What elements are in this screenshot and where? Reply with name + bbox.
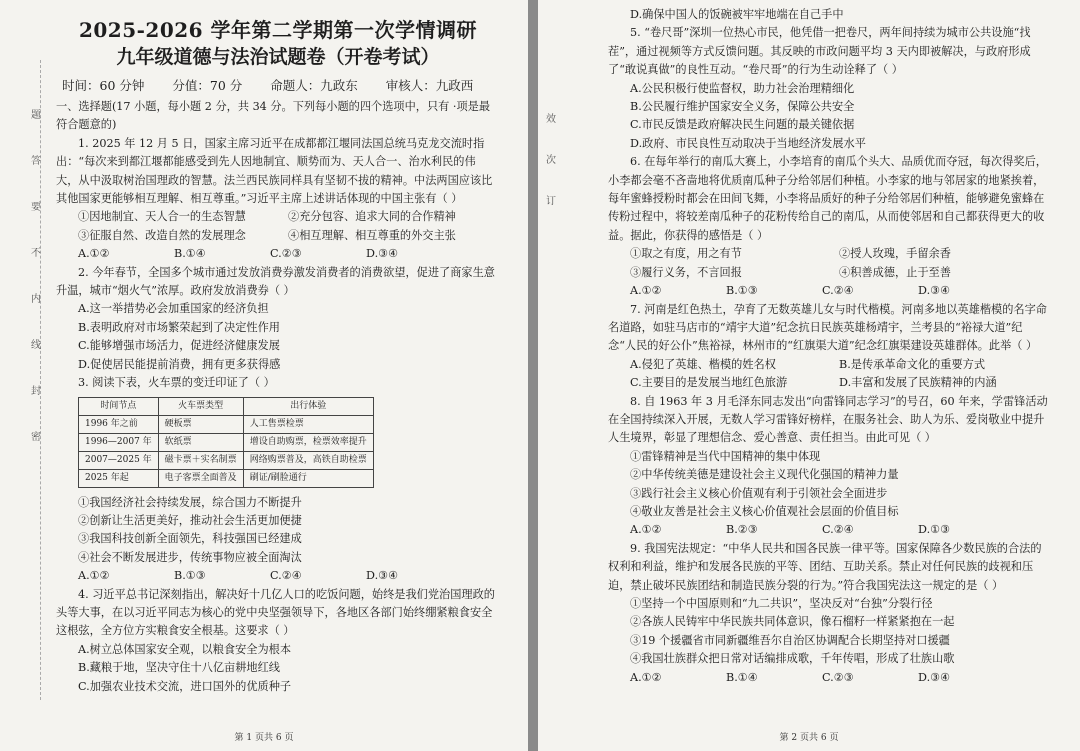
q4-option: B.藏粮于地，坚决守住十八亿亩耕地红线 <box>78 661 280 675</box>
q1-item: ④相互理解、相互尊重的外交主张 <box>288 228 456 242</box>
exam-author: 命题人：九政东 <box>270 78 358 93</box>
q6-items <box>608 264 1048 282</box>
table-cell: 磁卡票＋实名制票 <box>158 451 243 469</box>
q8-item: ④敬业友善是社会主义核心价值观社会层面的价值目标 <box>630 504 899 518</box>
q6-choice: B.①③ <box>726 284 758 298</box>
q9-item: ②各族人民铸牢中华民族共同体意识，像石榴籽一样紧紧抱在一起 <box>630 615 955 629</box>
q1-items <box>56 227 498 245</box>
binding-mark: 封 <box>31 386 41 397</box>
q4-option: A.树立总体国家安全观，以粮食安全为根本 <box>78 642 292 656</box>
table-cell: 2025 年起 <box>79 469 159 487</box>
q4-stem: 4. 习近平总书记深刻指出，解决好十几亿人口的吃饭问题，始终是我们党治国理政的头等大事，在以习近平同志为核心的党中央坚强领导下，各地区各部门始终绷紧粮食安全这根弦，全方位方实粮食安全根基。这要求（ ） <box>56 587 495 638</box>
table-header: 出行体验 <box>243 397 373 415</box>
q5-stem: 5. “卷尺哥”深圳一位热心市民，他凭借一把卷尺，两年间持续为城市公共设施“找茬”，通过视频等方式反馈问题。其反映的市政问题平均 3 天内即被解决，与政府形成了“敢说真做”的良性互动。“卷尺哥”的行为生动诠释了（ ） <box>608 26 1031 77</box>
exam-score: 分值：70 分 <box>172 78 243 93</box>
q6-stem: 6. 在每年举行的南瓜大赛上，小李培育的南瓜个头大、品质优而夺冠，每次得奖后，小李都会毫不吝啬地将优质南瓜种子分给邻居们种植。小李家的地与邻居家的地紧挨着，每年蜜蜂授粉时都会在田间飞舞，小李将品质好的种子分给邻居们种植，能够避免蜜蜂在传粉过程中，将较差南瓜种子的花粉传给自己的南瓜，从而使邻居和自己都获得更大的收益。据此，你获得的感悟是（ ） <box>608 155 1047 242</box>
side-marks <box>546 110 566 233</box>
q3-item: ②创新让生活更美好，推动社会生活更加便捷 <box>78 513 302 527</box>
exam-page-2 <box>538 0 1080 751</box>
q8-stem: 8. 自 1963 年 3 月毛泽东同志发出“向雷锋同志学习”的号召，60 年来，学雷锋活动在全国持续深入开展，无数人学习雷锋好榜样，在服务社会、助人为乐、爱岗敬业中提升人生境界，彰显了理想信念、爱心善意、责任担当。由此可见（ ） <box>608 394 1048 445</box>
q6-item: ②授人玫瑰，手留余香 <box>839 247 951 261</box>
q8-item: ②中华传统美德是建设社会主义现代化强国的精神力量 <box>630 468 899 482</box>
table-cell: 1996—2007 年 <box>79 433 159 451</box>
q7-options <box>608 374 1048 392</box>
binding-mark: 线 <box>31 340 41 351</box>
q7-option: C.主要目的是发展当地红色旅游 <box>630 376 788 390</box>
q9-item: ④我国壮族群众把日常对话编排成歌，千年传唱，形成了壮族山歌 <box>630 652 955 666</box>
q5-option: B.公民履行维护国家安全义务，保障公共安全 <box>630 100 855 114</box>
q3-item: ①我国经济社会持续发展，综合国力不断提升 <box>78 495 302 509</box>
q3-choices <box>56 567 498 585</box>
page-footer: 第 1 页共 6 页 <box>234 733 294 743</box>
q3-choice: D.③④ <box>366 569 399 583</box>
table-cell: 2007—2025 年 <box>79 451 159 469</box>
q9-choice: C.②③ <box>822 670 854 684</box>
q1-item: ③征服自然、改造自然的发展理念 <box>78 228 246 242</box>
q6-item: ③履行义务，不言回报 <box>630 265 742 279</box>
table-cell: 刷证/刷脸通行 <box>243 469 373 487</box>
q6-items <box>608 245 1048 263</box>
q1-item: ①因地制宜、天人合一的生态智慧 <box>78 210 246 224</box>
q1-stem: 1. 2025 年 12 月 5 日，国家主席习近平在成都都江堰同法国总统马克龙交流时指出：“每次来到都江堰都能感受到先人因地制宜、顺势而为、天人合一、治水利民的伟大，从中汲取树治国理政的智慧。法兰西民族同样具有坚韧不拔的精神。中法两国应该比其他国家更能够相互理解、相互尊重。”习近平主席上述讲话体现的中国主张有（ ） <box>56 136 493 206</box>
side-mark: 次 <box>546 155 556 166</box>
q9-stem: 9. 我国宪法规定：“中华人民共和国各民族一律平等。国家保障各少数民族的合法的权利和利益，维护和发展各民族的平等、团结、互助关系。禁止对任何民族的歧视和压迫，禁止破坏民族团结和制造民族分裂的行为。”符合我国宪法这一规定的是（ ） <box>608 541 1042 592</box>
q9-choice: B.①④ <box>726 670 758 684</box>
side-mark: 效 <box>546 114 556 125</box>
q6-choice: D.③④ <box>918 284 951 298</box>
page-footer: 第 2 页共 6 页 <box>779 733 839 743</box>
ticket-table <box>78 397 374 488</box>
exam-page-1 <box>0 0 528 751</box>
binding-mark: 要 <box>31 202 41 213</box>
q8-choice: C.②④ <box>822 523 854 537</box>
q8-choices <box>608 521 1048 539</box>
table-row <box>79 433 374 451</box>
q7-options <box>608 356 1048 374</box>
exam-meta <box>58 76 502 94</box>
q5-option: A.公民积极行使监督权，助力社会治理精细化 <box>630 81 855 95</box>
table-cell: 增设自助购票，检票效率提升 <box>243 433 373 451</box>
section-heading: 一、选择题(17 小题，每小题 2 分，共 34 分。下列每小题的四个选项中，只有 ·项是最符合题意的) <box>56 100 491 132</box>
q2-option: D.促使居民能提前消费，拥有更多获得感 <box>78 357 281 371</box>
q3-item: ④社会不断发展进步，传统事物应被全面淘汰 <box>78 550 302 564</box>
table-cell: 电子客票全面普及 <box>158 469 243 487</box>
q2-option: B.表明政府对市场繁荣起到了决定性作用 <box>78 320 280 334</box>
q9-choices <box>608 669 1048 687</box>
q1-item: ②充分包容、追求大同的合作精神 <box>288 210 456 224</box>
q1-choices <box>56 245 498 263</box>
q4-option: D.确保中国人的饭碗被牢牢地端在自己手中 <box>630 8 844 21</box>
q3-stem: 3. 阅读下表，火车票的变迁印证了（ ） <box>78 376 275 390</box>
q7-option: B.是传承革命文化的重要方式 <box>839 357 986 371</box>
exam-title: 2025-2026 学年第二学期第一次学情调研 <box>78 18 478 42</box>
q8-choice: B.②③ <box>726 523 758 537</box>
side-mark: 订 <box>546 196 556 207</box>
table-header-row <box>79 397 374 415</box>
q6-item: ④积善成德，止于至善 <box>839 265 951 279</box>
table-cell: 硬板票 <box>158 415 243 433</box>
q7-option: A.侵犯了英雄、楷模的姓名权 <box>630 357 776 371</box>
table-header: 火车票类型 <box>158 397 243 415</box>
q6-choices <box>608 282 1048 300</box>
binding-mark: 密 <box>31 432 41 443</box>
q8-choice: D.①③ <box>918 523 951 537</box>
table-row <box>79 469 374 487</box>
binding-marks <box>28 110 44 444</box>
q8-item: ①雷锋精神是当代中国精神的集中体现 <box>630 449 821 463</box>
exam-subtitle: 九年级道德与法治试题卷（开卷考试） <box>116 46 440 68</box>
table-cell: 人工售票检票 <box>243 415 373 433</box>
q1-choice: A.①② <box>78 247 110 261</box>
q8-item: ③践行社会主义核心价值观有利于引领社会全面进步 <box>630 486 888 500</box>
q6-choice: C.②④ <box>822 284 854 298</box>
q2-stem: 2. 今年春节，全国多个城市通过发放消费券激发消费者的消费欲望，促进了商家生意升温，城市“烟火气”浓厚。政府发放消费券（ ） <box>56 265 495 298</box>
q9-choice: A.①② <box>630 670 662 684</box>
q9-item: ③19 个援疆省市同新疆维吾尔自治区协调配合长期坚持对口援疆 <box>630 633 950 647</box>
q7-option: D.丰富和发展了民族精神的内涵 <box>839 376 997 390</box>
q9-item: ①坚持一个中国原则和“九二共识”，坚决反对“台独”分裂行径 <box>630 597 933 610</box>
q2-option: C.能够增强市场活力，促进经济健康发展 <box>78 339 280 353</box>
table-cell: 1996 年之前 <box>79 415 159 433</box>
q1-choice: B.①④ <box>174 247 206 261</box>
q9-choice: D.③④ <box>918 670 951 684</box>
page1-content <box>56 98 498 696</box>
table-cell: 网络购票普及，高铁自助检票 <box>243 451 373 469</box>
table-cell: 软纸票 <box>158 433 243 451</box>
q5-option: C.市民反馈是政府解决民生问题的最关键依据 <box>630 118 855 132</box>
table-header: 时间节点 <box>79 397 159 415</box>
q3-item: ③我国科技创新全面领先，科技强国已经建成 <box>78 532 302 546</box>
q3-choice: C.②④ <box>270 569 302 583</box>
q1-items <box>56 208 498 226</box>
table-row <box>79 451 374 469</box>
q5-option: D.政府、市民良性互动取决于当地经济发展水平 <box>630 136 866 150</box>
q6-item: ①取之有度，用之有节 <box>630 247 742 261</box>
q6-choice: A.①② <box>630 284 662 298</box>
binding-mark: 答 <box>31 156 41 167</box>
binding-mark: 不 <box>31 248 41 259</box>
q3-choice: A.①② <box>78 569 110 583</box>
q2-option: A.这一举措势必会加重国家的经济负担 <box>78 302 269 316</box>
exam-reviewer: 审核人：九政西 <box>385 78 474 93</box>
table-row <box>79 415 374 433</box>
q7-stem: 7. 河南是红色热土，孕育了无数英雄儿女与时代楷模。河南多地以英雄楷模的名字命名道路，如驻马店市的“靖宇大道”纪念抗日民族英雄杨靖宇，兰考县的“裕禄大道”纪念“人民的好公仆”焦裕禄，林州市的“红旗渠大道”纪念红旗渠建设英雄群体。此举（ ） <box>608 302 1047 353</box>
exam-time: 时间：60 分钟 <box>62 78 145 93</box>
q4-option: C.加强农业技术交流，进口国外的优质种子 <box>78 679 292 693</box>
page2-content <box>608 6 1048 687</box>
binding-mark: 题 <box>31 110 41 121</box>
q8-choice: A.①② <box>630 523 662 537</box>
q1-choice: C.②③ <box>270 247 302 261</box>
q3-choice: B.①③ <box>174 569 206 583</box>
binding-mark: 内 <box>31 294 41 305</box>
q1-choice: D.③④ <box>366 247 399 261</box>
